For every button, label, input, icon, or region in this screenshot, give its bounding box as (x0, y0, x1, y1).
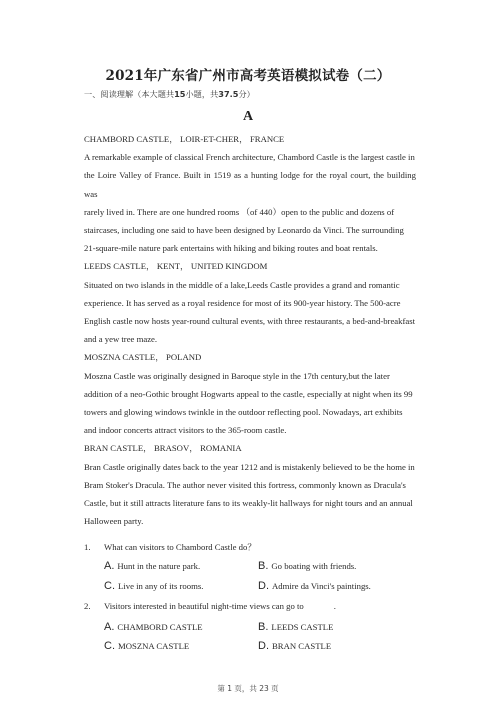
option-text: MOSZNA CASTLE (118, 641, 190, 651)
option-1c[interactable] (104, 580, 203, 592)
question-2 (84, 601, 336, 611)
question-text: Visitors interested in beautiful night-time views can go to (104, 601, 304, 611)
option-text: Live in any of its rooms. (118, 581, 204, 591)
option-text: Hunt in the nature park. (117, 561, 201, 571)
question-text-end: . (333, 601, 336, 611)
passage-line: Moszna Castle was originally designed in Baroque style in the 17th century,but the later (84, 370, 390, 381)
option-2b[interactable] (258, 621, 333, 633)
castle-heading-bran: BRAN CASTLE， BRASOV， ROMANIA (84, 443, 242, 454)
passage-line: Situated on two islands in the middle of a lake,Leeds Castle provides a grand and romantic (84, 279, 400, 290)
passage-line: towers and glowing windows twinkle in the outdoor reflecting pool. Nowadays, art exhibits (84, 407, 403, 418)
option-letter: C. (104, 640, 115, 652)
passage-label: A (242, 109, 254, 124)
option-2d[interactable] (258, 640, 331, 652)
option-text: Go boating with friends. (271, 561, 357, 571)
passage-line: A remarkable example of classical French architecture, Chambord Castle is the largest castle in (84, 152, 415, 163)
page-footer: 第 1 页，共 23 页 (217, 684, 279, 693)
option-1b[interactable] (258, 560, 356, 572)
option-letter: C. (104, 580, 115, 592)
passage-line: English castle now hosts year-round cultural events, with three restaurants, a bed-and-breakfast (84, 316, 416, 327)
option-letter: D. (258, 580, 269, 592)
section-heading-mid: 小题，共 (185, 89, 219, 99)
passage-line: rarely lived in. There are one hundred rooms （of 440）open to the public and dozens of (84, 206, 395, 217)
question-number: 2. (84, 601, 91, 611)
option-letter: D. (258, 640, 269, 652)
option-text: LEEDS CASTLE (271, 622, 334, 632)
option-text: Admire da Vinci's paintings. (272, 581, 371, 591)
passage-line: addition of a neo-Gothic brought Hogwarts appeal to the castle, especially at night when its 99 (84, 388, 413, 399)
option-letter: A. (104, 560, 115, 572)
passage-line: experience. It has served as a royal residence for most of its 900-year history. The 500-acre (84, 297, 401, 308)
passage-line: Castle, but it still attracts literature fans to its weakly-lit hallways for night tours and an annual (84, 498, 413, 509)
option-2a[interactable] (104, 621, 203, 633)
passage-line: Halloween party. (84, 516, 144, 527)
question-number: 1. (84, 542, 91, 552)
question-1 (84, 541, 256, 553)
passage-line: Bram Stoker's Dracula. The author never visited this fortress, commonly known as Dracula's (84, 479, 406, 490)
option-letter: A. (104, 621, 115, 633)
passage-line: 21-square-mile nature park entertains with hiking and biking routes and boat rentals. (84, 243, 378, 254)
option-1a[interactable] (104, 560, 200, 572)
castle-heading-chambord: CHAMBORD CASTLE， LOIR-ET-CHER， FRANCE (84, 134, 285, 144)
section-heading-end: 分） (238, 89, 255, 99)
passage-line: Bran Castle originally dates back to the year 1212 and is mistakenly believed to be the home in (84, 461, 415, 472)
section-question-count: 15 (174, 89, 186, 99)
section-total-score: 37.5 (218, 89, 239, 99)
option-letter: B. (258, 560, 269, 572)
option-text: CHAMBORD CASTLE (117, 622, 203, 632)
passage-line: the Loire Valley of France. Built in 1519 as a hunting lodge for the royal court, the building was (84, 170, 416, 199)
option-2c[interactable] (104, 640, 189, 652)
passage-line: and a yew tree maze. (84, 334, 158, 345)
option-1d[interactable] (258, 580, 371, 592)
question-text: What can visitors to Chambord Castle do？ (104, 542, 257, 552)
passage-line: and indoor concerts attract visitors to the 365-room castle. (84, 425, 287, 436)
castle-heading-moszna: MOSZNA CASTLE， POLAND (84, 352, 202, 363)
passage-line: staircases, including one said to have been designed by Leonardo da Vinci. The surrounding (84, 225, 404, 236)
option-letter: B. (258, 621, 269, 633)
reading-passage (84, 130, 416, 530)
option-text: BRAN CASTLE (272, 641, 332, 651)
section-heading (84, 89, 255, 100)
castle-heading-leeds: LEEDS CASTLE， KENT， UNITED KINGDOM (84, 261, 268, 272)
page-title: 2021年广东省广州市高考英语模拟试卷（二） (105, 68, 391, 84)
section-heading-start: 一、阅读理解（本大题共 (84, 89, 175, 99)
